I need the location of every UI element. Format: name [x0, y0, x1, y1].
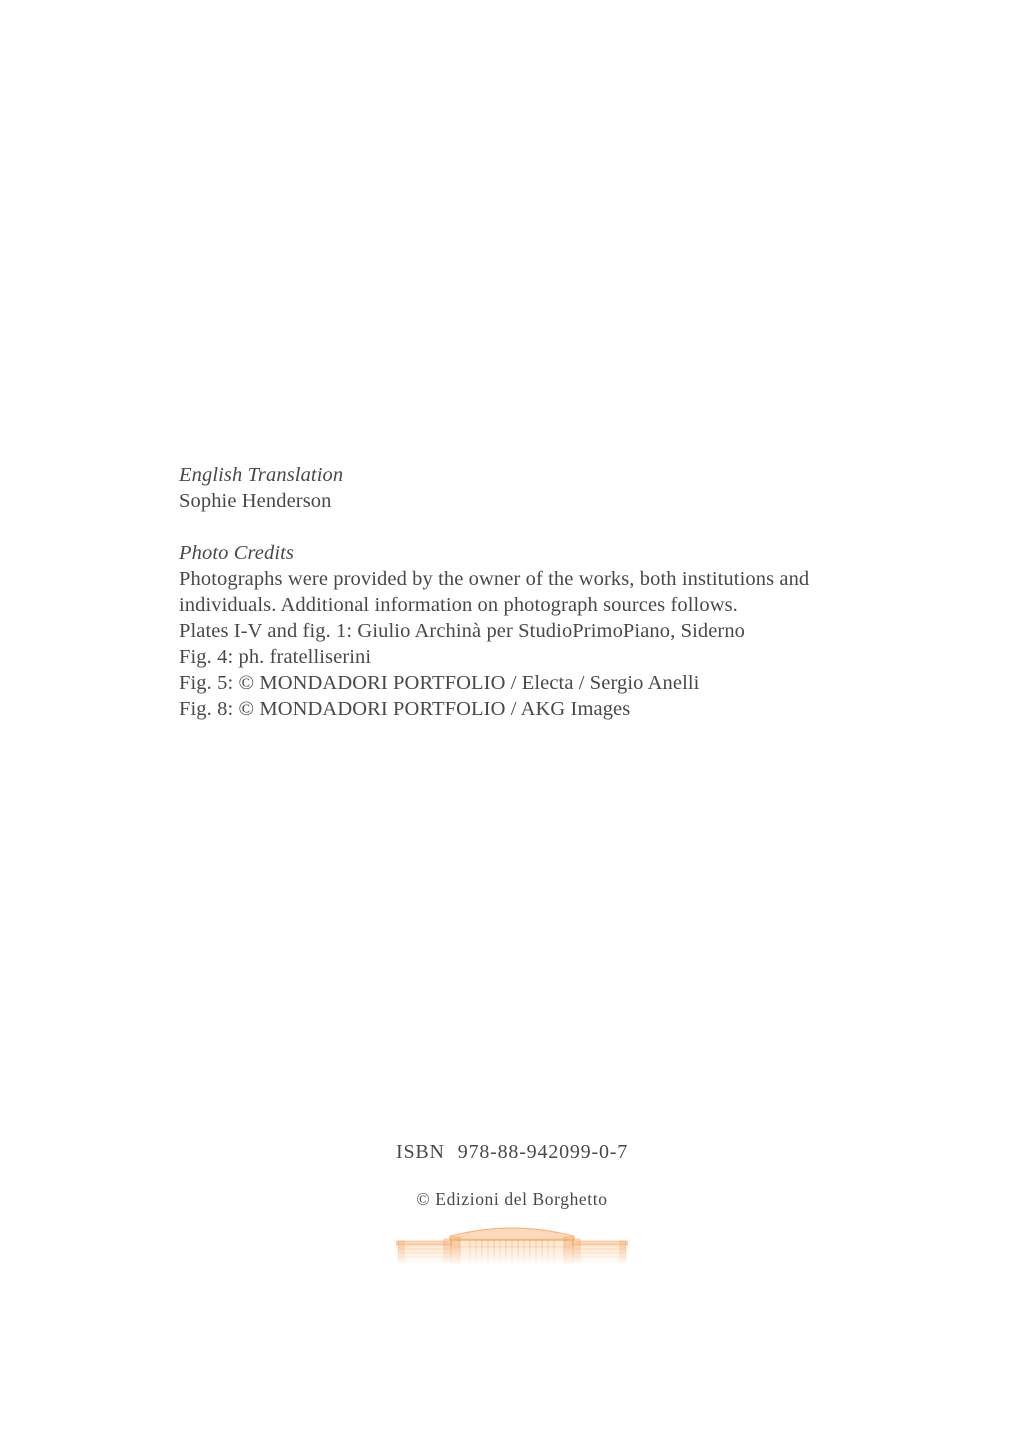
photo-credits-heading: Photo Credits	[179, 542, 295, 564]
photo-credit-line: Fig. 5: © MONDADORI PORTFOLIO / Electa / Sergio Anelli	[179, 672, 700, 694]
photo-credit-line: Fig. 8: © MONDADORI PORTFOLIO / AKG Images	[179, 698, 631, 720]
photo-credit-line: Plates I-V and fig. 1: Giulio Archinà per StudioPrimoPiano, Siderno	[179, 620, 746, 642]
photo-credit-line: individuals. Additional information on photograph sources follows.	[179, 594, 738, 616]
translation-heading: English Translation	[179, 464, 344, 486]
isbn-line	[0, 1141, 1024, 1164]
publisher-logo	[0, 1220, 1024, 1266]
blank-line	[179, 514, 809, 540]
isbn-number: 978-88-942099-0-7	[457, 1141, 629, 1163]
photo-credit-line: Photographs were provided by the owner of the works, both institutions and	[179, 568, 810, 590]
credits-block	[179, 462, 809, 722]
isbn-label: ISBN	[395, 1141, 445, 1163]
publisher-imprint: © Edizioni del Borghetto	[416, 1189, 608, 1209]
photo-credit-line: Fig. 4: ph. fratelliserini	[179, 646, 372, 668]
building-elevation-drawing-icon	[396, 1220, 628, 1266]
translator-name: Sophie Henderson	[179, 490, 332, 512]
